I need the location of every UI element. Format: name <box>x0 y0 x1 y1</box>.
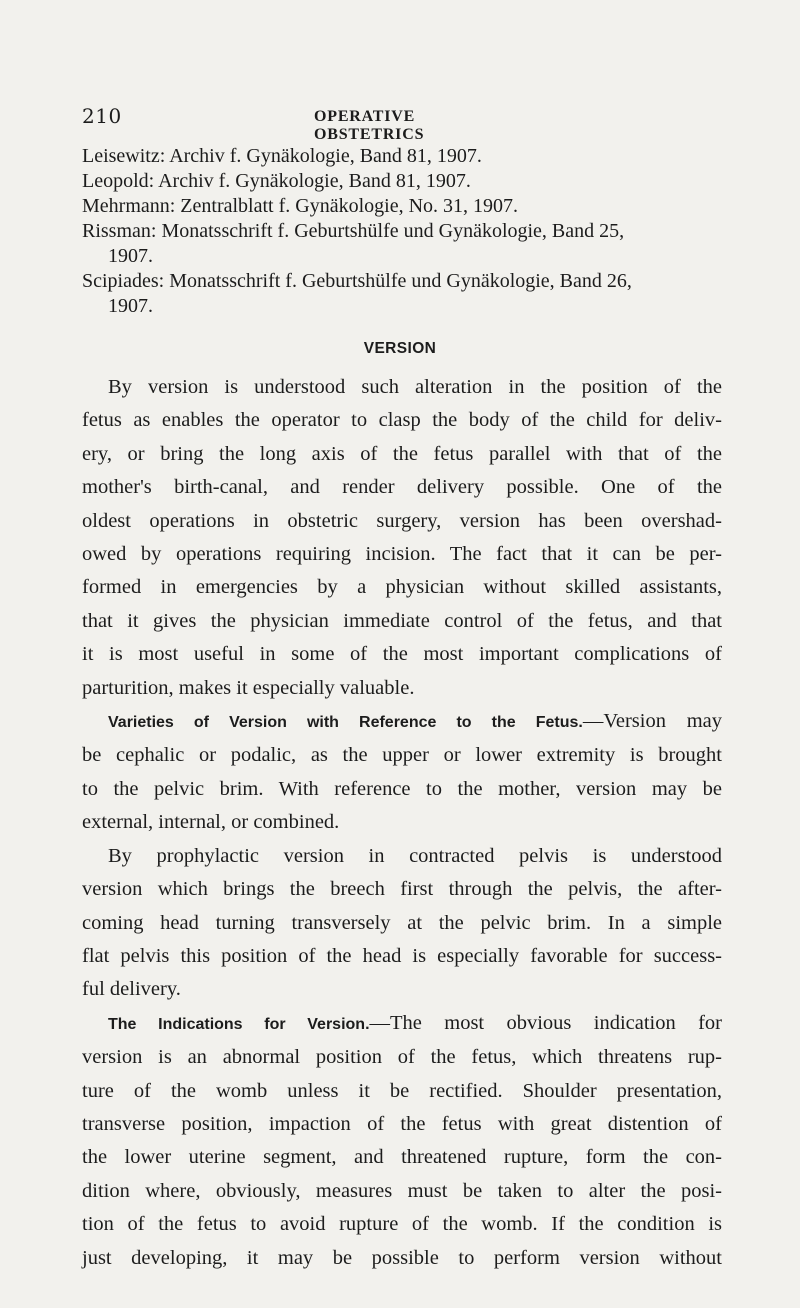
reference-entry: Rissman: Monatsschrift f. Geburtshülfe und Gynäkologie, Band 25, <box>82 220 625 242</box>
text-line: dition where, obviously, measures must be taken to alter the posi- <box>82 1179 722 1202</box>
text-line: parturition, makes it especially valuable. <box>82 676 415 699</box>
text-line: oldest operations in obstetric surgery, version has been overshad- <box>82 509 722 532</box>
reference-entry-continuation: 1907. <box>108 295 153 317</box>
page-header <box>82 104 520 143</box>
reference-entry-continuation: 1907. <box>108 245 153 267</box>
text-line: to the pelvic brim. With reference to the mother, version may be <box>82 777 722 800</box>
text-line: version which brings the breech first through the pelvis, the after- <box>82 878 722 901</box>
reference-entry: Scipiades: Monatsschrift f. Geburtshülfe und Gynäkologie, Band 26, <box>82 270 632 292</box>
text-line: just developing, it may be possible to perform version without <box>82 1246 722 1269</box>
reference-entry: Leisewitz: Archiv f. Gynäkologie, Band 81, 1907. <box>82 145 482 167</box>
text-line: ful delivery. <box>82 978 181 1001</box>
text-run: —The most obvious indication for <box>369 1011 722 1034</box>
text-line: be cephalic or podalic, as the upper or lower extremity is brought <box>82 744 722 767</box>
reference-entry: Mehrmann: Zentralblatt f. Gynäkologie, No. 31, 1907. <box>82 195 519 217</box>
text-line: external, internal, or combined. <box>82 811 340 834</box>
text-line: version is an abnormal position of the fetus, which threatens rup- <box>82 1046 722 1069</box>
text-line <box>82 705 722 739</box>
text-line: that it gives the physician immediate control of the fetus, and that <box>82 609 722 632</box>
paragraph-heading: Varieties of Version with Reference to the Fetus. <box>108 714 583 732</box>
reference-list <box>82 144 722 319</box>
text-line: transverse position, impaction of the fetus with great distention of <box>82 1112 722 1135</box>
paragraph-heading: The Indications for Version. <box>108 1015 370 1033</box>
running-head: OPERATIVE OBSTETRICS <box>314 108 425 143</box>
page-number: 210 <box>82 104 122 128</box>
text-line: ture of the womb unless it be rectified. Shoulder presentation, <box>82 1079 722 1102</box>
section-title: VERSION <box>363 340 437 357</box>
text-line: owed by operations requiring incision. The fact that it can be per- <box>82 543 722 566</box>
text-line: tion of the fetus to avoid rupture of the womb. If the condition is <box>82 1213 722 1236</box>
text-run: —Version may <box>582 710 722 733</box>
text-line: By version is understood such alteration in the position of the <box>108 376 722 398</box>
text-line: coming head turning transversely at the pelvic brim. In a simple <box>82 911 722 934</box>
text-line: it is most useful in some of the most important complications of <box>82 643 722 666</box>
text-line: By prophylactic version in contracted pelvis is understood <box>108 844 722 867</box>
text-line: ery, or bring the long axis of the fetus parallel with that of the <box>82 442 722 465</box>
text-line: flat pelvis this position of the head is especially favorable for success- <box>82 944 722 967</box>
reference-entry: Leopold: Archiv f. Gynäkologie, Band 81, 1907. <box>82 170 471 192</box>
body-text <box>82 371 722 1275</box>
text-line: mother's birth-canal, and render delivery possible. One of the <box>82 476 722 499</box>
text-line: formed in emergencies by a physician without skilled assistants, <box>82 576 722 599</box>
text-line: fetus as enables the operator to clasp the body of the child for deliv- <box>82 409 722 432</box>
text-line <box>82 1007 722 1041</box>
text-line: the lower uterine segment, and threatened rupture, form the con- <box>82 1146 722 1169</box>
